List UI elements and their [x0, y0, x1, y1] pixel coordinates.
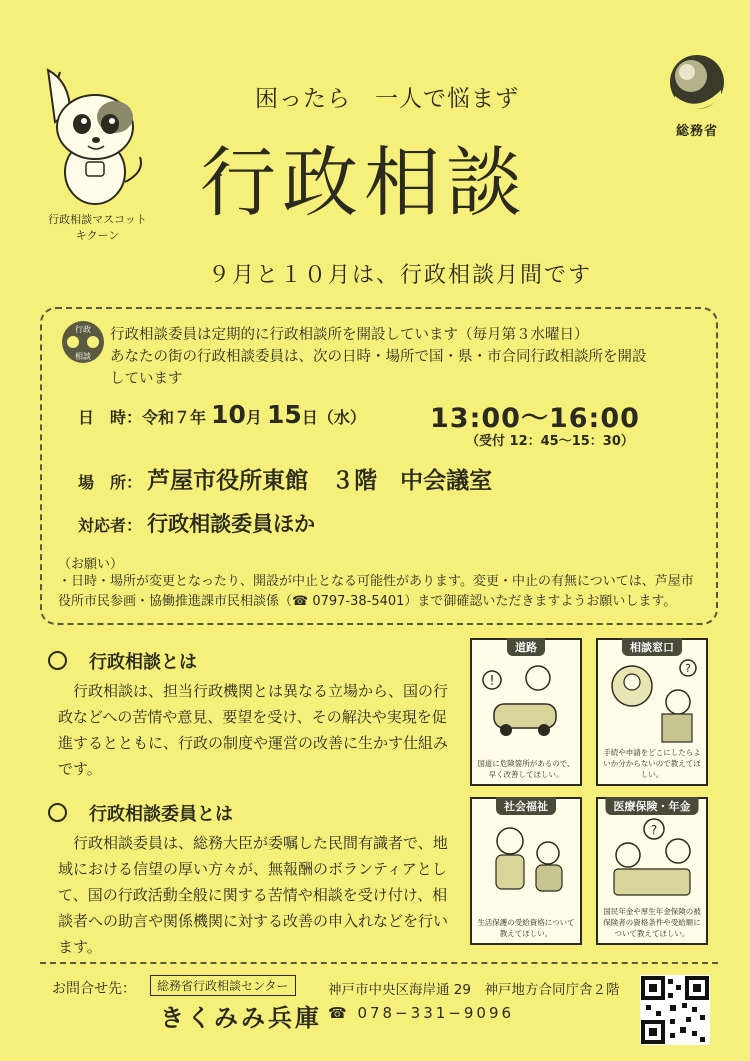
panel-caption: 生活保護の受給資格について教えてほしい。 [477, 918, 575, 938]
time-range: 13:00〜16:00 [430, 403, 640, 434]
date-month: 10 [211, 400, 246, 429]
mascot-caption-line1: 行政相談マスコット [48, 213, 147, 226]
request-body [58, 572, 708, 612]
panel-caption: 手続や申請をどこにしたらよいか分からないので教えてほしい。 [603, 748, 701, 779]
contact-center-name: きくみみ兵庫 [160, 1004, 322, 1032]
intro-line: 行政相談委員は定期的に行政相談所を開設しています（毎月第３水曜日） [110, 327, 589, 343]
contact-address: 神戸市中央区海岸通 29 神戸地方合同庁舎２階 [328, 982, 620, 998]
consult-window-illustration-icon [604, 656, 700, 744]
mascot-caption-name: キクーン [75, 229, 120, 242]
badge-text-bottom: 相談 [75, 352, 91, 361]
notice-intro [110, 324, 685, 390]
ministry-logo [664, 52, 730, 139]
section-heading [48, 648, 197, 674]
section-body: 行政相談委員は、総務大臣が委嘱した民間有識者で、地域における信望の厚い方々が、無報酬のボランティアとして、国の行政活動全般に関する苦情や相談を受け付け、相談者への助言や関係機関に対する改善の申入れなどを行います。 [58, 834, 449, 956]
panel-consult-window [596, 638, 708, 786]
date-row [78, 400, 366, 429]
request-line: ・日時・場所が変更となったり、開設が中止となる可能性があります。変更・中止の有無については、芦屋市 [58, 574, 694, 589]
panel-social-welfare [470, 797, 582, 945]
date-day: 15 [267, 400, 302, 429]
staff-label: 対応者： [78, 516, 143, 535]
section-body: 行政相談は、担当行政機関とは異なる立場から、国の行政などへの苦情や意見、要望を受け、その解決や実現を促進するとともに、行政の制度や運営の改善に生かす仕組みです。 [58, 682, 449, 778]
staff-value: 行政相談委員ほか [147, 512, 316, 536]
section-heading-text: 行政相談とは [89, 652, 197, 673]
request-heading: （お願い） [58, 557, 124, 572]
date-label: 日 時： [78, 408, 143, 427]
circle-bullet-icon [48, 803, 67, 822]
reception-time: （受付 12：45〜15：30） [466, 434, 634, 449]
medical-pension-illustration-icon [604, 815, 700, 903]
road-illustration-icon [478, 656, 574, 744]
contact-label: お問合せ先： [52, 981, 136, 997]
place-row [78, 462, 492, 495]
contact-center: 総務省行政相談センター [150, 975, 296, 996]
panel-caption: 国道に危険箇所があるので、早く改善してほしい。 [477, 759, 575, 779]
place-value: 芦屋市役所東館 ３階 中会議室 [147, 468, 493, 494]
phone-icon: ☎ [328, 1004, 350, 1022]
footer-divider [40, 962, 718, 964]
contact-phone[interactable] [328, 1004, 514, 1022]
panel-tab: 医療保険・年金 [606, 797, 699, 815]
place-label: 場 所： [78, 473, 143, 492]
ministry-emblem-icon [667, 52, 727, 112]
social-welfare-illustration-icon [478, 815, 574, 903]
intro-line: あなたの街の行政相談委員は、次の日時・場所で国・県・市合同行政相談所を開設 [110, 349, 647, 365]
page-title: 行政相談 [200, 138, 528, 227]
panel-medical-pension [596, 797, 708, 945]
badge-text-top: 行政 [75, 325, 91, 334]
panel-caption: 国民年金や厚生年金保険の被保険者の資格条件や受給額について教えてほしい。 [603, 907, 701, 938]
panel-road [470, 638, 582, 786]
intro-line: しています [110, 371, 183, 387]
ministry-name: 総務省 [675, 124, 718, 139]
panel-tab: 相談窓口 [622, 638, 682, 656]
phone-number: 078−331−9096 [357, 1004, 515, 1022]
date-month-unit: 月 [245, 408, 262, 427]
circle-bullet-icon [48, 651, 67, 670]
date-era: 令和７年 [142, 408, 207, 427]
panel-tab: 道路 [507, 638, 545, 656]
mascot-caption [30, 212, 165, 244]
svg-text:?: ? [650, 823, 658, 837]
mascot-image [40, 62, 150, 212]
svg-text:?: ? [685, 662, 691, 675]
section-heading-text: 行政相談委員とは [89, 804, 233, 825]
catchphrase: 困ったら 一人で悩まず [255, 86, 519, 112]
section-heading [48, 800, 233, 826]
page-subtitle: ９月と１０月は、行政相談月間です [208, 263, 593, 288]
svg-text:!: ! [489, 674, 495, 689]
date-day-unit: 日（水） [301, 408, 366, 427]
panel-tab: 社会福祉 [496, 797, 556, 815]
staff-row [78, 508, 315, 538]
consultation-badge-icon [61, 320, 105, 364]
request-line: 役所市民参画・協働推進課市民相談係（☎ 0797-38-5401）まで御確認いただきますようお願いします。 [58, 594, 677, 609]
qr-code-icon[interactable] [640, 975, 710, 1045]
